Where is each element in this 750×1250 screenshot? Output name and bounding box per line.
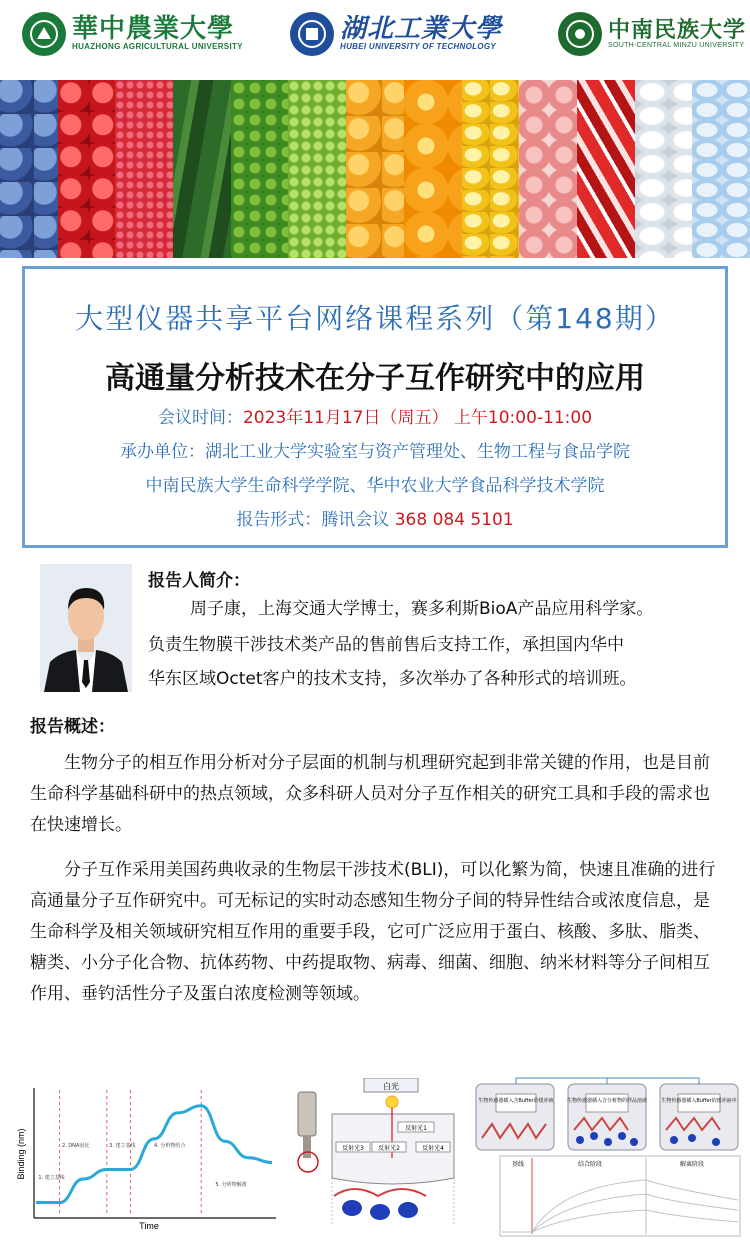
phase-label-3: 3. 建立基线 <box>109 1143 136 1150</box>
format-value: 腾讯会议 <box>321 510 390 530</box>
reflection2-label: 反射光2 <box>378 1145 400 1152</box>
meeting-time-label: 会议时间： <box>157 408 243 428</box>
yellow-capsules-image <box>462 80 520 258</box>
huazhong-name-en: HUAZHONG AGRICULTURAL UNIVERSITY <box>72 42 243 52</box>
reflection4-label: 反射光4 <box>422 1145 444 1152</box>
minzu-name-cn: 中南民族大学 <box>608 16 747 43</box>
well-1-label: 生物传感器插入含Buffer的缓冲液 <box>478 1098 554 1104</box>
phase-label-1: 1. 建立基线 <box>38 1174 65 1181</box>
gooseberries-image <box>346 80 404 258</box>
minzu-logo <box>558 12 746 56</box>
phase-dissoc-label: 解离阶段 <box>679 1161 705 1168</box>
host-label: 承办单位： <box>120 442 205 462</box>
light-source-icon <box>386 1096 398 1108</box>
phase-baseline-label: 基线 <box>511 1161 525 1168</box>
speaker-line1: 周子康，上海交通大学博士，赛多利斯BioA产品应用科学家。 <box>190 599 654 619</box>
reflection1-label: 反射光1 <box>405 1125 427 1132</box>
speaker-line3: 华东区域Octet客户的技术支持，多次举办了各种形式的培训班。 <box>148 669 637 689</box>
x-axis-label: Time <box>139 1221 159 1231</box>
greens-image <box>288 80 346 258</box>
blue-capsules-image <box>692 80 750 258</box>
analyte-icon <box>618 1132 626 1140</box>
bli-workflow-panel <box>470 1076 746 1240</box>
white-pills-image <box>635 80 693 258</box>
sensorgram-box <box>500 1156 740 1236</box>
series-title: 大型仪器共享平台网络课程系列（第148期） <box>75 302 675 335</box>
red-capsules-image <box>577 80 635 258</box>
analyte-icon <box>576 1136 584 1144</box>
well-1 <box>476 1084 554 1150</box>
meeting-format <box>25 505 725 530</box>
overview-heading: 报告概述： <box>30 717 115 737</box>
meeting-id: 368 084 5101 <box>394 510 514 530</box>
overview-paragraph2: 分子互作采用美国药典收录的生物层干涉技术(BLI)，可以化繁为简，快速且准确的进行高通量分子互作研究中。可无标记的实时动态感知生物分子间的特异性结合或浓度信息，是生命科学及相关领域研究相互作用的重要手段，它可广泛应用于蛋白、核酸、多肽、脂类、糖类、小分子化合物、抗体药物、中药提取物、病毒、细菌、细胞、纳米材料等分子间相互作用、垂钓活性分子及蛋白浓度检测等领域。 <box>30 860 716 1004</box>
analyte-icon <box>370 1204 390 1220</box>
bli-optical-diagram <box>294 1078 464 1238</box>
phase-label-4: 4. 分析物结合 <box>154 1143 186 1150</box>
well-3 <box>660 1084 738 1150</box>
huazhong-name-cn: 華中農業大學 <box>72 14 235 45</box>
blueberries-image <box>0 80 58 258</box>
speaker-heading: 报告人简介： <box>148 571 250 591</box>
event-title-box <box>22 266 728 548</box>
analyte-icon <box>604 1138 612 1146</box>
phase-label-2: 2. DNA固化 <box>61 1143 90 1150</box>
raspberries-image <box>115 80 173 258</box>
binding-chart <box>14 1080 284 1232</box>
well-2 <box>567 1084 647 1150</box>
analyte-icon <box>398 1202 418 1218</box>
cherries-image <box>58 80 116 258</box>
phase-label-5: 5. 分析物解离 <box>215 1182 247 1189</box>
speaker-line2: 负责生物膜干涉技术类产品的售前售后支持工作，承担国内华中 <box>148 635 624 655</box>
broccoli-image <box>231 80 289 258</box>
speaker-photo <box>40 564 132 692</box>
phase-assoc-label: 结合阶段 <box>577 1161 603 1168</box>
well-3-label: 生物传感器插入Buffer的缓冲液中 <box>661 1098 737 1104</box>
well-2-label: 生物传感器插入含分析物的样品溶液 <box>566 1098 648 1104</box>
hubei-name-cn: 湖北工業大學 <box>340 14 503 45</box>
huazhong-seal-icon <box>22 12 66 56</box>
hubei-logo <box>290 12 502 56</box>
minzu-name-en: SOUTH-CENTRAL MINZU UNIVERSITY <box>608 41 745 49</box>
hubei-name-en: HUBEI UNIVERSITY OF TECHNOLOGY <box>340 42 496 52</box>
pink-tablets-image <box>519 80 577 258</box>
meeting-time <box>25 403 725 428</box>
hubei-seal-icon <box>290 12 334 56</box>
host-line1 <box>25 437 725 462</box>
huazhong-logo <box>22 12 243 56</box>
analyte-icon <box>688 1134 696 1142</box>
logo-bar <box>0 0 750 80</box>
sensor-stem-icon <box>303 1136 311 1158</box>
transfer-arrows <box>516 1078 699 1084</box>
analyte-icon <box>630 1138 638 1146</box>
cucumber-image <box>173 80 231 258</box>
meeting-time-value: 2023年11月17日（周五） 上午10:00-11:00 <box>242 408 593 428</box>
host-line1-text: 湖北工业大学实验室与资产管理处、生物工程与食品学院 <box>205 442 630 462</box>
reflection3-label: 反射光3 <box>342 1145 364 1152</box>
ligand-layer <box>334 1189 426 1196</box>
y-axis-label: Binding (nm) <box>16 1128 26 1180</box>
minzu-seal-icon <box>558 12 602 56</box>
analyte-icon <box>590 1132 598 1140</box>
analyte-icon <box>712 1138 720 1146</box>
food-pill-banner <box>0 80 750 258</box>
white-light-label: 白光 <box>383 1082 399 1091</box>
overview-paragraph1: 生物分子的相互作用分析对分子层面的机制与机理研究起到非常关键的作用，也是目前生命科学基础科研中的热点领域，众多科研人员对分子互作相关的研究工具和手段的需求也在快速增长。 <box>30 753 710 835</box>
orange-slices-image <box>404 80 462 258</box>
host-line2: 中南民族大学生命科学学院、华中农业大学食品科学技术学院 <box>145 476 605 496</box>
sensor-tip-icon <box>298 1092 316 1136</box>
analyte-icon <box>670 1136 678 1144</box>
analyte-icon <box>342 1200 362 1216</box>
lecture-title: 高通量分析技术在分子互作研究中的应用 <box>105 361 645 396</box>
format-label: 报告形式： <box>236 510 322 530</box>
